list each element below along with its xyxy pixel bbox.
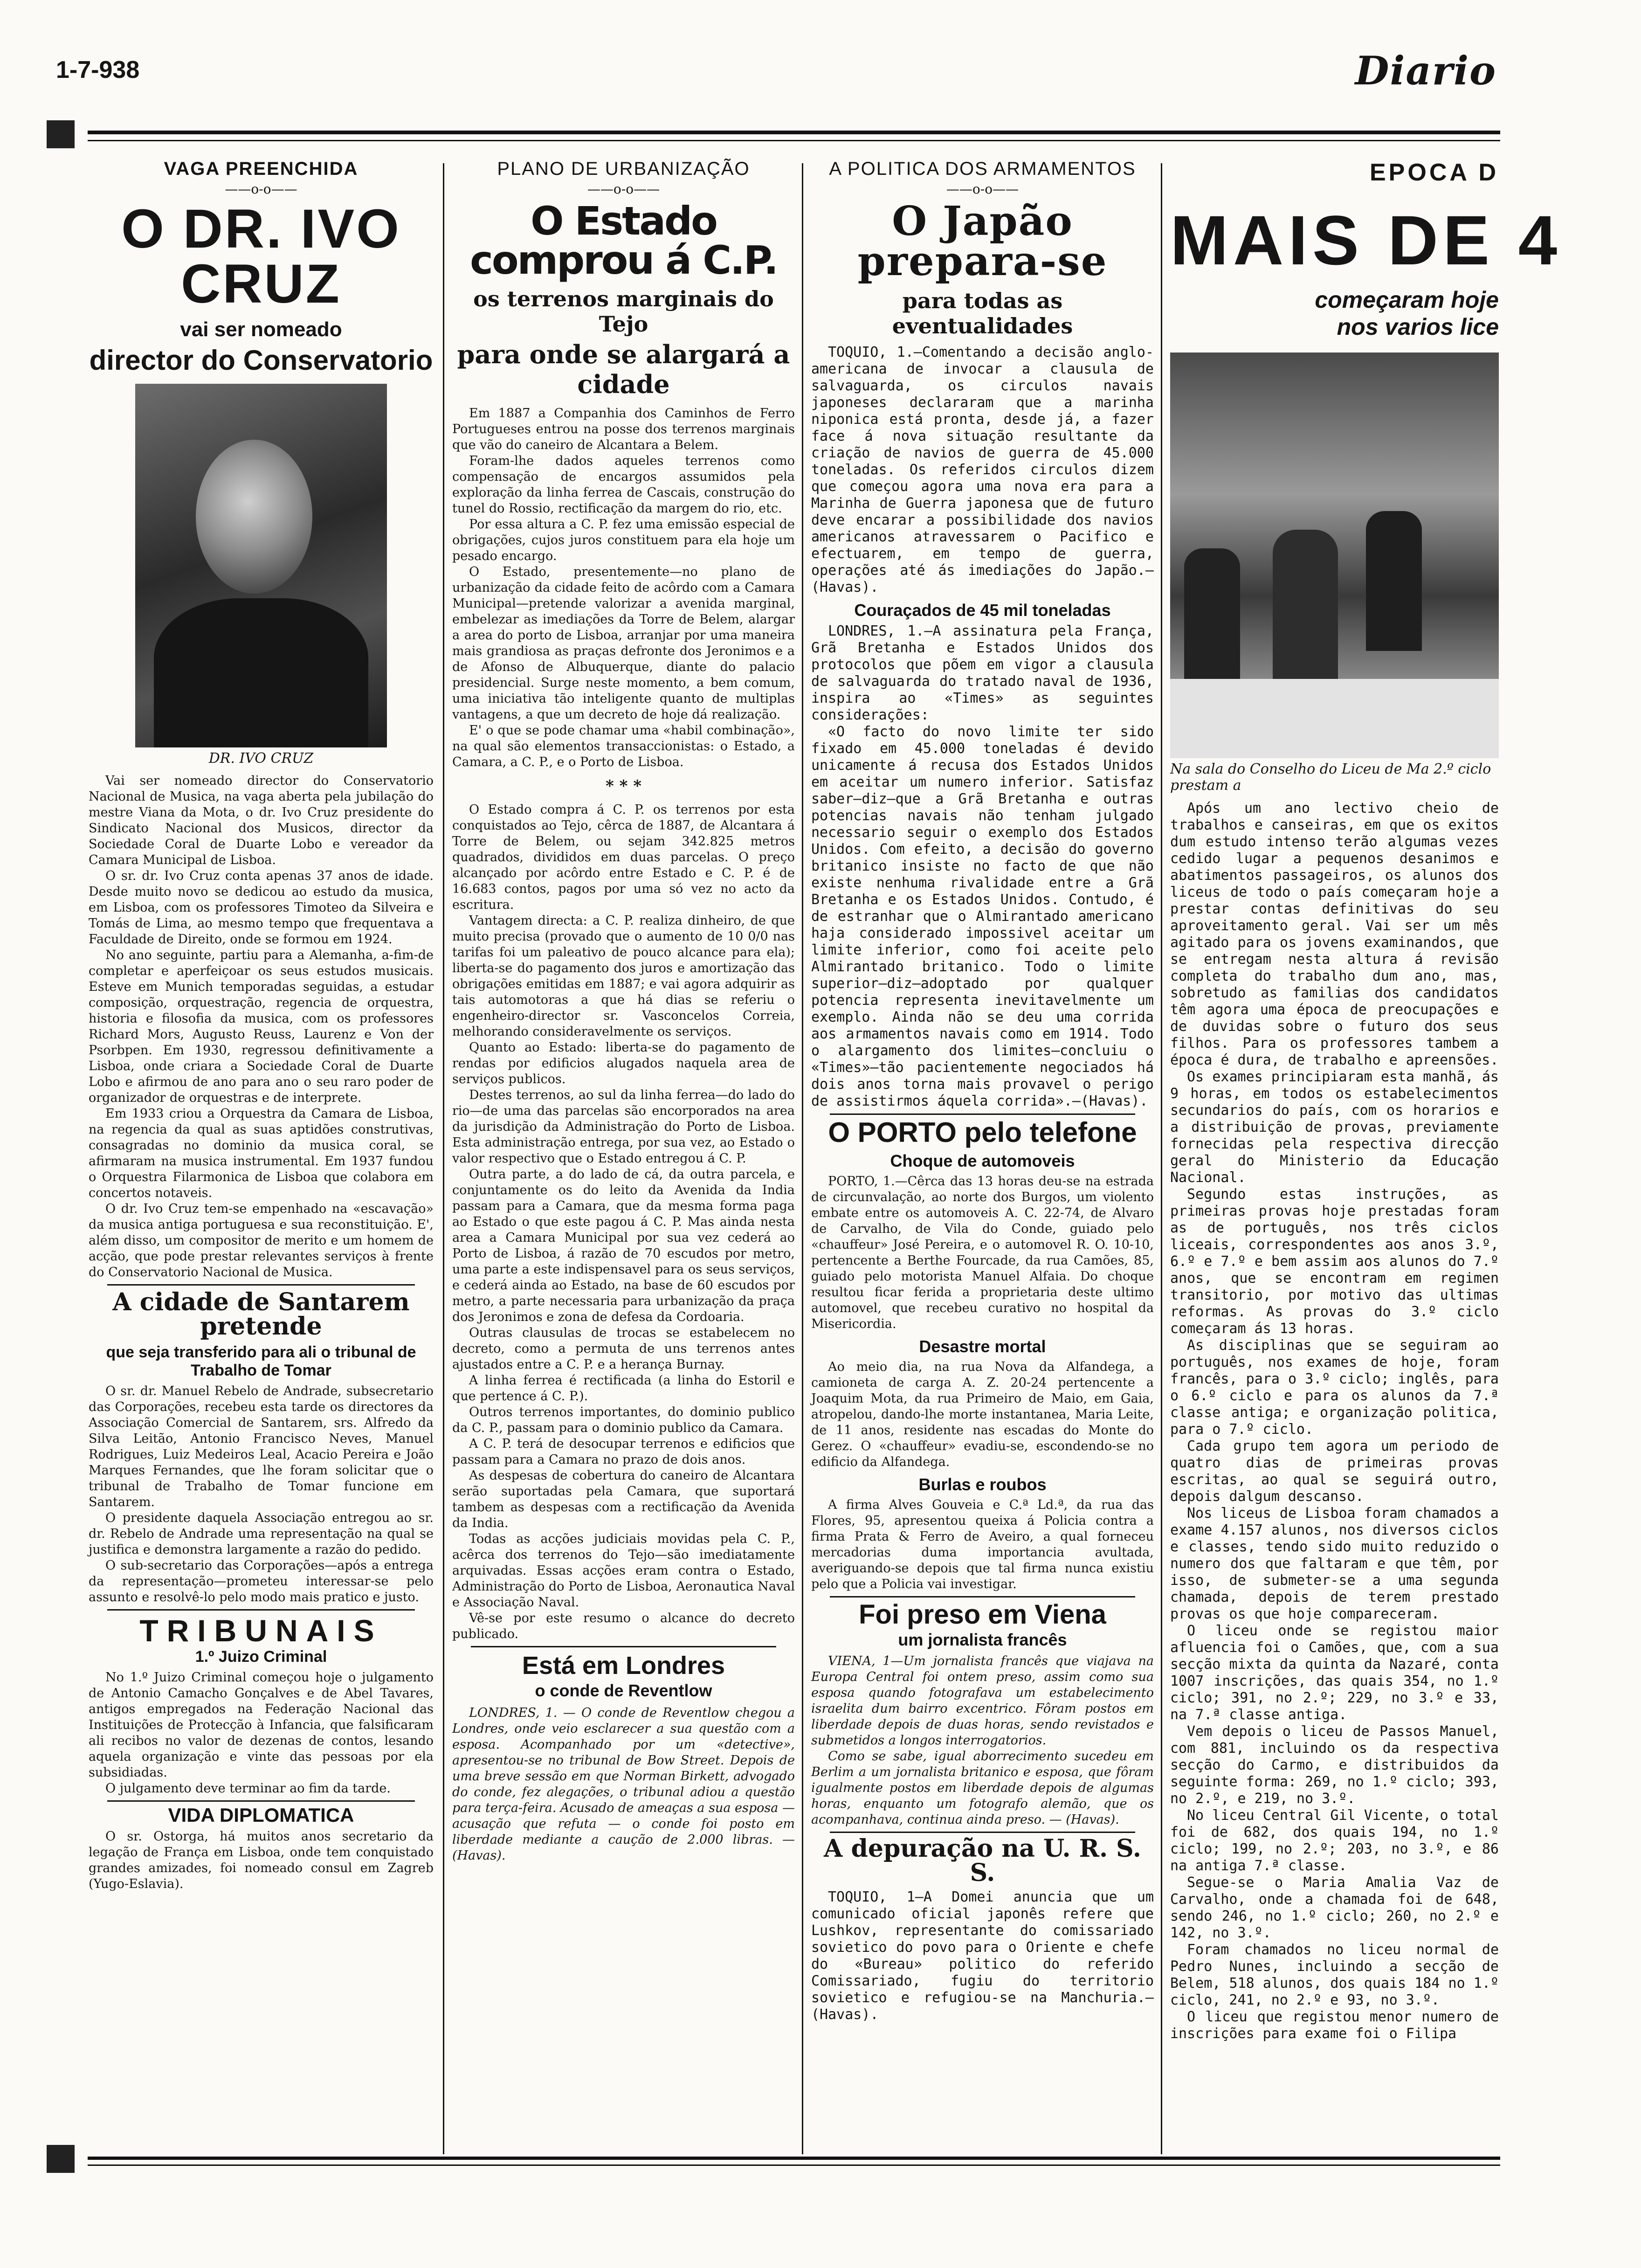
- headline: A depuração na U. R. S. S.: [824, 1834, 1141, 1887]
- article-body: [811, 1497, 1154, 1592]
- paragraph: Como se sabe, igual aborrecimento sucedeu em Berlim a um jornalista britanico e esposa, que fôram igualmente postos em liberdade depois de algumas horas, enquanto um fotografo alemão, que os acompanhava, continua ainda preso. — (Havas).: [811, 1749, 1154, 1827]
- divider: [107, 1284, 415, 1286]
- article-body: [811, 344, 1154, 596]
- paragraph: A C. P. terá de desocupar terrenos e edificios que passam para a Camara no prazo de dois anos.: [452, 1437, 795, 1467]
- registration-mark-bottom: [47, 2145, 75, 2173]
- subheadline: os terrenos marginais do Tejo: [473, 286, 774, 337]
- paragraph: Ao meio dia, na rua Nova da Alfandega, a camioneta de carga A. Z. 20-24 pertencente a Joaquim Mota, da rua Primeiro de Maio, em Gaia, atropelou, dando-lhe morte instantanea, Maria Leite, de 11 anos, residente nas escadas do Monte do Gerez. O «chauffeur» evadiu-se, escondendo-se no edificio da Alfandega.: [811, 1360, 1154, 1469]
- paragraph: LONDRES, 1.—A assinatura pela França, Grã Bretanha e Estados Unidos dos protocolos que põem em vigor a clausula de salvaguarda do tratado naval de 1936, inspira ao «Times» as seguintes considerações:: [811, 623, 1154, 723]
- student-figure: [1366, 511, 1422, 651]
- paragraph: Após um ano lectivo cheio de trabalhos e canseiras, em que os exitos dum estudo intenso terão algumas vezes cedido lugar a pequenos desanimos e abatimentos passageiros, os alunos dos liceus de todo o país começaram hoje a prestar contas definitivas do seu aproveitamento geral. Vai ser um mês agitado para os jovens examinandos, que se entregam nesta altura á revisão completa do trabalho dum ano, mas, sobretudo as familias dos candidatos têm agora uma época de preocupações e de duvidas sobre o futuro dos seus filhos. Para os professores tambem a época é dura, de trabalho e apreensões.: [1170, 800, 1499, 1068]
- paragraph: TOQUIO, 1—A Domei anuncia que um comunicado oficial japonês refere que Lushkov, representante do comissariado sovietico do povo para o Oriente e chefe do «Bureau» politico do referido Comissariado, fugiu do territorio sovietico e refugiou-se na Manchuria.—(Havas).: [811, 1889, 1154, 2023]
- divider: [107, 1609, 415, 1611]
- paragraph: Todas as acções judiciais movidas pela C. P., acêrca dos terrenos do Tejo—são imediatamente arquivadas. Essas acções eram contra o Estado, Administração do Porto de Lisboa, Aeronautica Naval e Associação Naval.: [452, 1532, 795, 1610]
- headline: O Estado comprou á C.P.: [470, 198, 777, 283]
- headline: O PORTO pelo telefone: [828, 1117, 1137, 1148]
- article-body: [89, 1829, 434, 1892]
- paragraph: O sr. Ostorga, há muitos anos secretario da legação de França em Lisboa, onde tem conquistado grandes amizades, foi nomeado consul em Zagreb (Yugo-Eslavia).: [89, 1829, 434, 1891]
- portrait-face: [196, 440, 312, 594]
- paragraph: Outras clausulas de trocas se estabelecem no decreto, como a permuta de uns terrenos antes ajustados entre a C. P. e a herança Burnay.: [452, 1326, 795, 1372]
- column-rule: [1161, 163, 1162, 2154]
- article-body: [1170, 800, 1499, 2042]
- headline: A cidade de Santarem pretende: [112, 1288, 410, 1341]
- paragraph: As despesas de cobertura do caneiro de Alcantara serão suportadas pela Camara, que suportará tambem as despesas com a rectificação da Avenida da India.: [452, 1468, 795, 1530]
- article-body: [452, 1705, 795, 1864]
- kicker: A POLITICA DOS ARMAMENTOS: [829, 159, 1136, 179]
- paragraph: A firma Alves Gouveia e C.ª Ld.ª, da rua das Flores, 95, apresentou queixa á Policia contra a firma Prata & Ferro de Aveiro, a qual forneceu mercadorias duma importancia avultada, averiguando-se depois que tal firma nunca existiu pelo que a Policia vai investigar.: [811, 1498, 1154, 1591]
- paragraph: Foram-lhe dados aqueles terrenos como compensação de encargos assumidos pela exploração da linha ferrea de Cascais, construção do tunel do Rossio, rectificação da margem do rio, etc.: [452, 454, 795, 516]
- classroom-photo: [1170, 353, 1499, 758]
- paragraph: Os exames principiaram esta manhã, ás 9 horas, em todos os estabelecimentos secundarios do país, com os horarios e a distribuição de provas, previamente fornecidas pela respectiva direcção geral do Ministerio da Educação Nacional.: [1170, 1069, 1499, 1186]
- paragraph: O sr. dr. Manuel Rebelo de Andrade, subsecretario das Corporações, recebeu esta tarde os directores da Associação Comercial de Santarem, srs. Alfredo da Silva Leitão, Antonio Francisco Neves, Manuel Rodrigues, Luiz Medeiros Leal, Acacio Pereira e João Marques Fernandes, que lhe foram solicitar que o tribunal de Trabalho de Tomar funcione em Santarem.: [89, 1384, 434, 1509]
- subheadline: vai ser nomeado: [180, 318, 342, 341]
- paragraph: A linha ferrea é rectificada (a linha do Estoril e que pertence á C. P.).: [452, 1373, 795, 1404]
- divider: [107, 1800, 415, 1802]
- headline: Está em Londres: [522, 1652, 725, 1680]
- article-body: [89, 773, 434, 1280]
- paragraph: Vantagem directa: a C. P. realiza dinheiro, de que muito precisa (provado que o aumento de 10 0/0 nas tarifas foi um paleativo de pouco alcance para ela); liberta-se do pagamento dos juros e amortização das obrigações emitidas em 1887; e vai agora adquirir as tais automotoras a que há dias se referiu o engenheiro-director sr. Vasconcelos Correia, melhorando consideravelmente os serviços.: [452, 913, 795, 1039]
- article-body: [811, 1359, 1154, 1470]
- article-body: [452, 406, 795, 770]
- paragraph: No liceu Central Gil Vicente, o total foi de 682, dos quais 194, no 1.º ciclo; 199, no 2.º; 203, no 3.º, e 86 na antiga 7.ª classe.: [1170, 1807, 1499, 1874]
- ornament: ——o-o——: [225, 181, 297, 197]
- article-body: [89, 1670, 434, 1797]
- paragraph: O dr. Ivo Cruz tem-se empenhado na «escavação» da musica antiga portuguesa e sua reconstituição. E', além disso, um compositor de merito e um homem de acção, que pode prestar relevantes serviços à frente do Conservatorio Nacional de Musica.: [89, 1202, 434, 1279]
- article-body: [811, 1653, 1154, 1828]
- subheadline: Desastre mortal: [919, 1337, 1046, 1356]
- headline: TRIBUNAIS: [139, 1613, 383, 1648]
- divider: [830, 1832, 1135, 1833]
- paragraph: Vem depois o liceu de Passos Manuel, com 881, incluindo os da respectiva secção do Carmo, e distribuidos da seguinte forma: 269, no 1.º ciclo; 393, no 2.º, e 219, no 3.º.: [1170, 1723, 1499, 1807]
- article-body: [811, 1889, 1154, 2023]
- column-rule: [802, 163, 803, 2154]
- article-exames: [1170, 154, 1562, 2145]
- paragraph: Vê-se por este resumo o alcance do decreto publicado.: [452, 1611, 795, 1641]
- divider: [830, 1113, 1135, 1115]
- subheadline: para onde se alargará a cidade: [457, 339, 790, 399]
- paragraph: E' o que se pode chamar uma «habil combinação», na qual são elementos transaccionistas: o Estado, a Camara, a C. P., e o Porto de Lisboa.: [452, 723, 795, 769]
- paragraph: VIENA, 1—Um jornalista francês que viajava na Europa Central foi ontem preso, assim como sua esposa quando fotografava um estabelecimento israelita dum bairro excentrico. Fôram postos em liberdade depois de duas horas, sendo revistados e submetidos a longos interrogatorios.: [811, 1654, 1154, 1748]
- paragraph: O sr. dr. Ivo Cruz conta apenas 37 anos de idade. Desde muito novo se dedicou ao estudo da musica, em Lisboa, com os professores Timoteo da Silveira e Tomás de Lima, ao mesmo tempo que frequentava a Faculdade de Direito, onde se formou em 1924.: [89, 869, 434, 947]
- article-urbanizacao: [452, 154, 795, 2145]
- headline: Foi preso em Viena: [859, 1599, 1106, 1630]
- article-body: [811, 1174, 1154, 1332]
- paragraph: Por essa altura a C. P. fez uma emissão especial de obrigações, cujos juros constituem para ela hoje um pesado encargo.: [452, 517, 795, 563]
- student-figure: [1273, 530, 1338, 684]
- article-japao: [811, 154, 1154, 2145]
- divider: [830, 1596, 1135, 1597]
- paragraph: TOQUIO, 1.—Comentando a decisão anglo-americana de invocar a clausula de salvaguarda, os circulos navais japoneses declararam que a marinha niponica está pronta, desde já, a fazer face á nova situação resultante da criação de navios de guerra de 45.000 toneladas. Os referidos circulos dizem que começou agora uma nova era para a Marinha de Guerra japonesa que de futuro deve encarar a possibilidade dos navios americanos atravessarem o Pacifico e efectuarem, em tempo de guerra, operações até ás imediações do Japão.—(Havas).: [811, 344, 1154, 595]
- portrait-suit: [154, 598, 368, 747]
- paragraph: Em 1933 criou a Orquestra da Camara de Lisboa, na regencia da qual as suas aptidões construtivas, consagradas no dominio da musica coral, se afirmaram na musica instrumental. Em 1937 fundou o Orquestra Filarmonica de Lisboa que colabora em concertos notaveis.: [89, 1106, 434, 1200]
- article-body: [811, 623, 1154, 1110]
- desk-surface: [1170, 679, 1499, 758]
- headline: MAIS DE 4: [1170, 201, 1562, 279]
- kicker: VAGA PREENCHIDA: [164, 159, 359, 179]
- subheadline: director do Conservatorio: [89, 345, 433, 376]
- paragraph: O sub-secretario das Corporações—após a entrega da representação—prometeu interessar-se pelo assunto e resolvê-lo pelo modo mais pratico e justo.: [89, 1558, 434, 1604]
- headline: VIDA DIPLOMATICA: [168, 1804, 354, 1826]
- headline: O DR. IVO CRUZ: [121, 198, 401, 315]
- paragraph: Quanto ao Estado: liberta-se do pagamento de rendas por edificios alugados naquela area de serviços publicos.: [452, 1040, 795, 1086]
- kicker: EPOCA D: [1370, 159, 1499, 186]
- headline: O Japão prepara-se: [857, 198, 1108, 285]
- paragraph: «O facto do novo limite ter sido fixado em 45.000 toneladas é devido unicamente á recusa dos Estados Unidos em aceitar um numero inferior. Satisfaz saber—diz—que a Grã Bretanha e outras potencias navais não tenham julgado necessario seguir o exemplo dos Estados Unidos. Com efeito, a decisão do governo britanico insiste no facto de que não existe nenhuma rivalidade entre a Grã Bretanha e os Estados Unidos. Contudo, é de estranhar que o Almirantado americano haja considerado impossivel aceitar um limite inferior, como foi aceite pelo Almirantado britanico. Todo o limite superior—diz—adoptado por qualquer potencia representa inevitavelmente um exemplo. Ainda não se deu uma corrida aos armamentos navais como em 1914. Todo o alargamento dos limites—concluiu o «Times»—tão pacientemente negociados há dois anos torna mais provavel o perigo de assistirmos áquela corrida».—(Havas).: [811, 724, 1154, 1109]
- paragraph: PORTO, 1.—Cêrca das 13 horas deu-se na estrada de circunvalação, ao norte dos Burgos, um violento embate entre os automoveis A. C. 22-74, de Alvaro de Carvalho, de Vila do Conde, guiado pelo «chauffeur» José Pereira, e o automovel R. O. 10-10, pertencente a Berthe Fourcade, da rua Camões, 85, guiado pelo motorista Manuel Alfaia. Do choque resultou ficar ferida a proprietaria deste ultimo automovel, que recebeu curativo no hospital da Misericordia.: [811, 1174, 1154, 1331]
- column-rule: [443, 163, 444, 2154]
- article-body: [452, 802, 795, 1642]
- paragraph: O liceu onde se registou maior afluencia foi o Camões, que, com a sua secção mixta da quinta da Nazaré, conta 1007 inscrições, das quais 354, no 1.º ciclo; 391, no 2.º; 229, no 3.º e 33, na 7.ª classe antiga.: [1170, 1623, 1499, 1723]
- paragraph: Outros terrenos importantes, do dominio publico da C. P., passam para o dominio publico da Camara.: [452, 1405, 795, 1435]
- paragraph: O liceu que registou menor numero de inscrições para exame foi o Filipa: [1170, 2009, 1499, 2042]
- paragraph: O presidente daquela Associação entregou ao sr. dr. Rebelo de Andrade uma representação na qual se justifica e demonstra largamente a razão do pedido.: [89, 1511, 434, 1557]
- subheadline: para todas as eventualidades: [892, 288, 1073, 339]
- article-ivo-cruz: [89, 154, 434, 2145]
- paragraph: Vai ser nomeado director do Conservatorio Nacional de Musica, na vaga aberta pela jubilação do mestre Viana da Mota, o dr. Ivo Cruz presidente do Sindicato Nacional dos Musicos, director da Sociedade Coral de Duarte Lobo e vereador da Camara Municipal de Lisboa.: [89, 774, 434, 867]
- paragraph: Segue-se o Maria Amalia Vaz de Carvalho, onde a chamada foi de 648, sendo 246, no 1.º ciclo; 260, no 2.º e 142, no 3.º.: [1170, 1874, 1499, 1941]
- paragraph: O Estado compra á C. P. os terrenos por esta conquistados ao Tejo, cêrca de 1887, de Alcantara á Torre de Belem, ou sejam 342.825 metros quadrados, divididos em duas parcelas. O preço alcançado por acôrdo entre Estado e C. P. é de 16.683 contos, pagos por uma só vez no acto da escritura.: [452, 802, 795, 912]
- top-rule: [88, 131, 1500, 141]
- article-body: [89, 1383, 434, 1605]
- subheadline: o conde de Reventlow: [535, 1681, 712, 1700]
- paragraph: Nos liceus de Lisboa foram chamados a exame 4.157 alunos, nos diversos ciclos e classes, tendo sido muito reduzido o numero dos que faltaram e que têm, por isso, de submeter-se a uma segunda chamada, depois de terem prestado provas os que hoje compareceram.: [1170, 1505, 1499, 1622]
- subheadline: um jornalista francês: [898, 1630, 1067, 1649]
- ornament: ——o-o——: [946, 181, 1019, 197]
- masthead-logo: Diario: [1355, 48, 1496, 94]
- subheadline: nos varios lice: [1337, 314, 1499, 340]
- registration-mark-top: [47, 120, 75, 148]
- paragraph: LONDRES, 1. — O conde de Reventlow chegou a Londres, onde veio esclarecer a sua questão com a esposa. Acompanhado por um «detective», apresentou-se no tribunal de Bow Street. Depois de uma breve sessão em que Norman Birkett, advogado do conde, fez alegações, o tribunal adiou a questão para terça-feira. Acusado de ameaças a sua esposa — acusação que refuta — o conde foi posto em liberdade mediante a caução de 2.000 libras. — (Havas).: [452, 1706, 795, 1863]
- portrait-photo: [135, 384, 387, 747]
- page-date: 1-7-938: [56, 56, 140, 83]
- kicker: PLANO DE URBANIZAÇÃO: [497, 159, 750, 179]
- divider: [471, 1646, 776, 1647]
- subheadline: que seja transferido para ali o tribunal de Trabalho de Tomar: [106, 1343, 416, 1379]
- subheadline: Burlas e roubos: [918, 1475, 1047, 1494]
- subheadline: Choque de automoveis: [890, 1151, 1075, 1170]
- paragraph: No ano seguinte, partiu para a Alemanha, a-fim-de completar e aperfeiçoar os seus estudos musicais. Esteve em Munich temporadas seguidas, a estudar composição, orquestração, regencia de orquestra, historia e filosofia da musica, com os professores Richard Mors, Augusto Reuss, Laurenz e Von der Psorbpen. Em 1930, regressou definitivamente a Lisboa, onde criara a Sociedade Coral de Duarte Lobo e afirmou de ano para ano o seu raro poder de organizador de orquestras e de interprete.: [89, 948, 434, 1105]
- paragraph: O Estado, presentemente—no plano de urbanização da cidade feito de acôrdo com a Camara Municipal—pretende valorizar a avenida marginal, embelezar as imediações da Torre de Belem, alargar a area do porto de Lisboa, arranjar por uma maneira mais grandiosa as praças defronte dos Jeronimos e a de Afonso de Albuquerque, diante do palacio presidencial. Surge neste momento, a bem comum, uma iniciativa tão inteligente quanto de multiplas vantagens, a que um decreto de hoje dá realização.: [452, 565, 795, 722]
- photo-caption: Na sala do Conselho do Liceu de Ma 2.º ciclo prestam a: [1170, 761, 1491, 794]
- subheadline: Couraçados de 45 mil toneladas: [854, 601, 1111, 620]
- subheadline: 1.º Juizo Criminal: [195, 1648, 327, 1666]
- stars-separator: * * *: [605, 777, 641, 795]
- paragraph: Destes terrenos, ao sul da linha ferrea—do lado do rio—de uma das parcelas são encorporados na area da jurisdição da Administração do Porto de Lisboa. Esta administração entrega, por sua vez, ao Estado o valor respectivo que o Estado entregou á C. P.: [452, 1088, 795, 1166]
- paragraph: No 1.º Juizo Criminal começou hoje o julgamento de Antonio Camacho Gonçalves e de Abel Tavares, antigos empregados na Federação Nacional das Instituições de Protecção à Infancia, que falsificaram ali recibos no valor de dezenas de contos, lesando aquela organização e vinte das pessoas por ela subsidiadas.: [89, 1670, 434, 1780]
- ornament: ——o-o——: [587, 181, 660, 197]
- paragraph: Segundo estas instruções, as primeiras provas hoje prestadas foram as de português, nos três ciclos liceais, correspondentes aos anos 3.º, 6.º e 7.º e bem assim aos alunos do 7.º anos, que se encontram em regimen transitorio, por motivo das ultimas reformas. As provas do 3.º ciclo começaram ás 13 horas.: [1170, 1186, 1499, 1337]
- paragraph: Outra parte, a do lado de cá, da outra parcela, e conjuntamente os do leito da Avenida da India passam para a Camara, que da mesma forma paga ao Estado o que este pagou á C. P. Mas ainda nesta area a Camara Municipal por sua vez cederá ao Porto de Lisboa, á razão de 70 escudos por metro, uma parte a este indispensavel para os seus serviços, e cederá ainda ao Estado, na base de 60 escudos por metro, a parte necessaria para urbanização da praça dos Jeronimos e zona de defesa da Cordoaria.: [452, 1167, 795, 1324]
- paragraph: Cada grupo tem agora um periodo de quatro dias de primeiras provas escritas, ao qual se seguirá outro, depois dalgum descanso.: [1170, 1438, 1499, 1505]
- paragraph: Em 1887 a Companhia dos Caminhos de Ferro Portugueses entrou na posse dos terrenos marginais que vão do caneiro de Alcantara a Belem.: [452, 406, 795, 452]
- paragraph: As disciplinas que se seguiram ao português, nos exames de hoje, foram francês, para o 3.º ciclo; inglês, para o 6.º ciclo e para os alunos da 7.ª classe antiga; e organização politica, para o 7.º ciclo.: [1170, 1337, 1499, 1438]
- student-figure: [1184, 548, 1240, 679]
- photo-caption: DR. IVO CRUZ: [208, 750, 314, 767]
- subheadline: começaram hoje: [1315, 287, 1499, 313]
- bottom-rule: [88, 2157, 1500, 2166]
- paragraph: Foram chamados no liceu normal de Pedro Nunes, incluindo a secção de Belem, 518 alunos, dos quais 184 no 1.º ciclo, 241, no 2.º e 93, no 3.º.: [1170, 1942, 1499, 2008]
- paragraph: O julgamento deve terminar ao fim da tarde.: [105, 1781, 391, 1796]
